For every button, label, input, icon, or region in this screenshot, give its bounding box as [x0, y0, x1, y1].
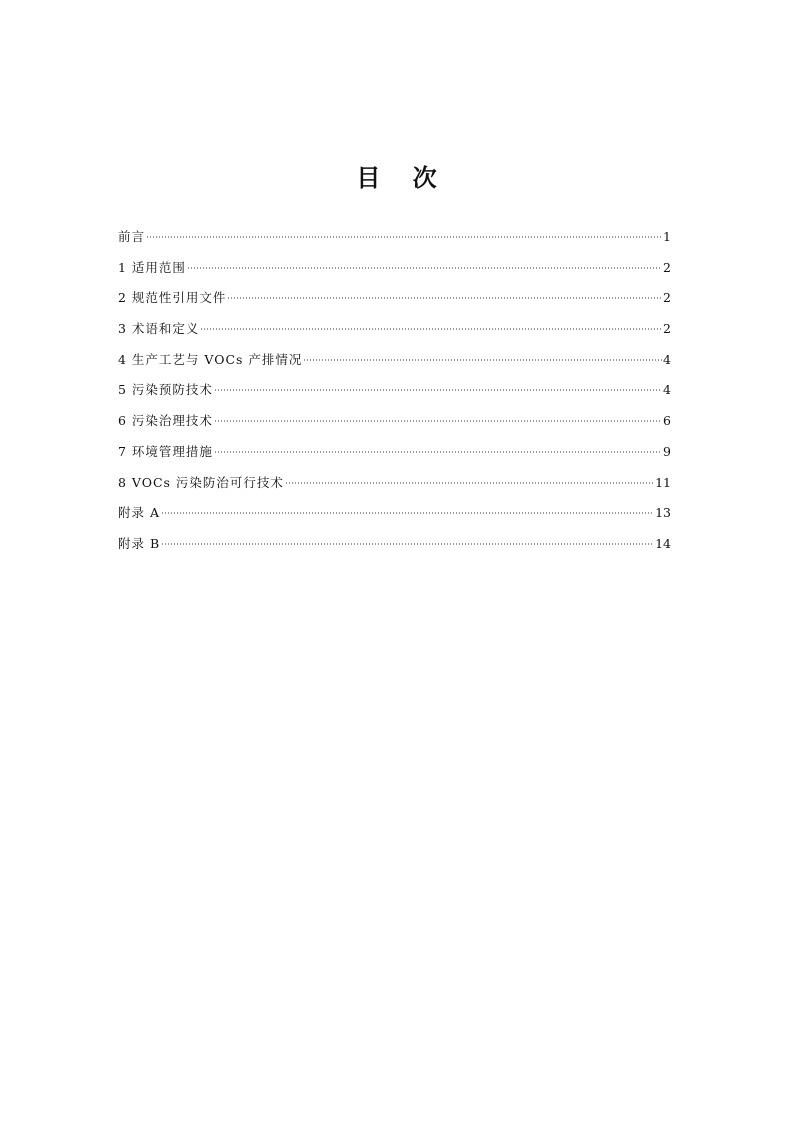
toc-entry-page: 4 [663, 351, 671, 367]
toc-entry[interactable] [118, 226, 671, 257]
toc-entry-page: 14 [655, 535, 671, 551]
toc-entry[interactable] [118, 410, 671, 441]
toc-entry-page: 2 [663, 290, 671, 306]
toc-list [118, 226, 671, 564]
toc-entry-label: 8 VOCs 污染防治可行技术 [118, 474, 284, 490]
toc-entry[interactable] [118, 533, 671, 564]
toc-leader-dots [214, 389, 662, 391]
toc-entry-page: 1 [663, 229, 671, 244]
toc-entry-label: 7 环境管理措施 [118, 443, 213, 459]
toc-entry-label: 4 生产工艺与 VOCs 产排情况 [118, 351, 303, 367]
toc-leader-dots [214, 451, 662, 453]
toc-leader-dots [161, 512, 654, 514]
toc-entry-label: 2 规范性引用文件 [118, 290, 227, 306]
toc-entry-page: 2 [663, 321, 671, 337]
toc-entry[interactable] [118, 287, 671, 318]
toc-entry-label: 前言 [118, 229, 146, 244]
toc-entry-page: 11 [655, 474, 671, 490]
toc-entry-page: 9 [663, 443, 671, 459]
toc-leader-dots [303, 359, 662, 361]
toc-entry[interactable] [118, 349, 671, 380]
toc-leader-dots [285, 482, 654, 484]
toc-leader-dots [227, 297, 662, 299]
toc-leader-dots [161, 543, 654, 545]
toc-entry[interactable] [118, 472, 671, 503]
toc-entry-page: 6 [663, 413, 671, 429]
toc-entry[interactable] [118, 318, 671, 349]
toc-entry[interactable] [118, 257, 671, 288]
toc-leader-dots [214, 420, 662, 422]
toc-entry-label: 6 污染治理技术 [118, 413, 213, 429]
toc-entry[interactable] [118, 379, 671, 410]
toc-entry-label: 附录 B [118, 535, 161, 551]
toc-entry-label: 5 污染预防技术 [118, 382, 213, 398]
toc-entry-page: 4 [663, 382, 671, 398]
toc-entry[interactable] [118, 502, 671, 533]
toc-entry-label: 3 术语和定义 [118, 321, 200, 337]
toc-entry[interactable] [118, 441, 671, 472]
toc-entry-label: 1 适用范围 [118, 259, 186, 275]
toc-entry-page: 13 [655, 505, 671, 521]
toc-leader-dots [200, 328, 662, 330]
toc-leader-dots [146, 236, 662, 238]
toc-leader-dots [187, 267, 662, 269]
toc-entry-page: 2 [663, 259, 671, 275]
toc-title: 目 次 [356, 163, 449, 192]
toc-entry-label: 附录 A [118, 505, 161, 521]
